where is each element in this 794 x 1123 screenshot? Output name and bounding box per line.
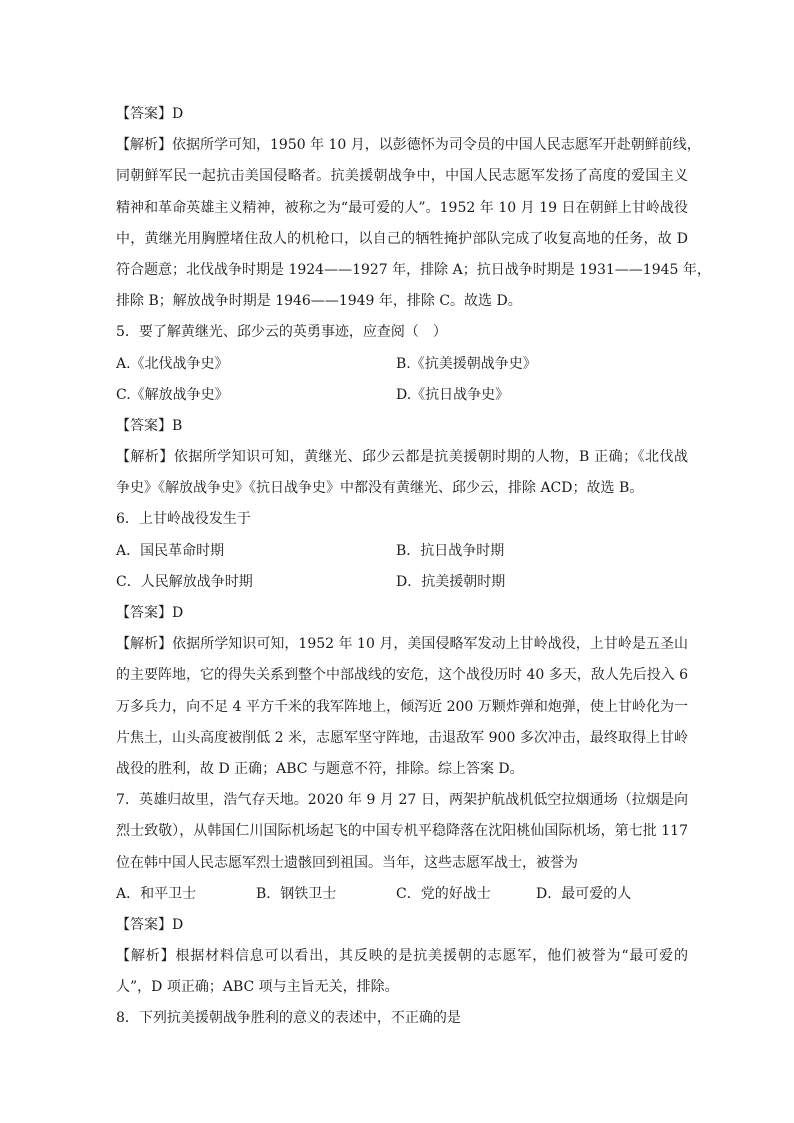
q6-analysis-line: 片焦土，山头高度被削低 2 米，志愿军坚守阵地，击退敌军 900 多次冲击，最终取得上甘岭	[116, 729, 688, 746]
q6-option-a: A．国民革命时期	[116, 542, 225, 559]
q4-analysis-line: 中，黄继光用胸膛堵住敌人的机枪口，以自己的牺牲掩护部队完成了收复高地的任务，故 D	[116, 230, 688, 247]
q5-option-c: C.《解放战争史》	[116, 386, 229, 403]
q7-option-c: C．党的好战士	[396, 885, 491, 902]
q4-analysis-line: 【解析】依据所学可知，1950 年 10 月，以彭德怀为司令员的中国人民志愿军开赴朝鲜前线，	[116, 137, 701, 154]
q7-stem-line: 烈士致敬），从韩国仁川国际机场起飞的中国专机平稳降落在沈阳桃仙国际机场，第七批 117	[116, 823, 688, 840]
q7-stem-line: 7．英雄归故里，浩气存天地。2020 年 9 月 27 日，两架护航战机低空拉烟通场（拉烟是向	[116, 792, 688, 809]
q4-analysis-line: 排除 B；解放战争时期是 1946——1949 年，排除 C。故选 D。	[116, 293, 522, 310]
q6-options-row	[116, 567, 694, 598]
q7-answer: 【答案】D	[116, 916, 184, 933]
q7-option-a: A．和平卫士	[116, 885, 197, 902]
q7-analysis-line: 人”，D 项正确；ABC 项与主旨无关，排除。	[116, 979, 399, 996]
q5-option-b: B.《抗美援朝战争史》	[396, 355, 537, 372]
q6-analysis-line: 的主要阵地，它的得失关系到整个中部战线的安危，这个战役历时 40 多天，敌人先后投入 6	[116, 667, 689, 684]
q7-options-row	[116, 879, 694, 910]
q6-analysis-line: 战役的胜利，故 D 正确；ABC 与题意不符，排除。综上答案 D。	[116, 760, 524, 777]
q6-analysis-line: 万多兵力，向不足 4 平方千米的我军阵地上，倾泻近 200 万颗炸弹和炮弹，使上甘岭化为一	[116, 698, 688, 715]
q7-analysis-line: 【解析】根据材料信息可以看出，其反映的是抗美援朝的志愿军，他们被誉为“最可爱的	[116, 948, 688, 965]
q6-answer: 【答案】D	[116, 605, 184, 621]
q5-analysis-line: 争史》《解放战争史》《抗日战争史》中都没有黄继光、邱少云，排除 ACD；故选 B。	[116, 480, 644, 497]
q7-stem-line: 位在韩中国人民志愿军烈士遗骸回到祖国。当年，这些志愿军战士，被誉为	[116, 854, 578, 871]
q6-option-d: D．抗美援朝时期	[396, 573, 506, 590]
q7-option-d: D．最可爱的人	[536, 885, 632, 902]
q4-answer: 【答案】D	[116, 106, 184, 122]
q7-option-b: B．钢铁卫士	[256, 885, 337, 902]
q5-stem: 5．要了解黄继光、邱少云的英勇事迹，应查阅（ ）	[116, 324, 447, 341]
q8-stem: 8．下列抗美援朝战争胜利的意义的表述中，不正确的是	[116, 1010, 461, 1027]
q5-answer: 【答案】B	[116, 417, 183, 434]
q5-option-d: D.《抗日战争史》	[396, 386, 510, 403]
q6-stem: 6．上甘岭战役发生于	[116, 511, 251, 528]
q4-analysis-line: 同朝鲜军民一起抗击美国侵略者。抗美援朝战争中，中国人民志愿军发扬了高度的爱国主义	[116, 168, 688, 185]
q6-option-c: C．人民解放战争时期	[116, 573, 253, 590]
q6-option-b: B．抗日战争时期	[396, 542, 505, 559]
q5-option-a: A.《北伐战争史》	[116, 355, 229, 372]
q5-options-row	[116, 349, 694, 380]
q5-options-row	[116, 380, 694, 411]
q5-analysis-line: 【解析】依据所学知识可知，黄继光、邱少云都是抗美援朝时期的人物，B 正确；《北伐战	[116, 449, 688, 466]
q4-analysis-line: 精神和革命英雄主义精神，被称之为“最可爱的人”。1952 年 10 月 19 日在朝鲜上甘岭战役	[116, 199, 688, 216]
q6-options-row	[116, 536, 694, 567]
q4-analysis-line: 符合题意；北伐战争时期是 1924——1927 年，排除 A；抗日战争时期是 1931——1945 年，	[116, 261, 711, 278]
document-page	[116, 99, 711, 1035]
q6-analysis-line: 【解析】依据所学知识可知，1952 年 10 月，美国侵略军发动上甘岭战役，上甘岭是五圣山	[116, 636, 688, 653]
